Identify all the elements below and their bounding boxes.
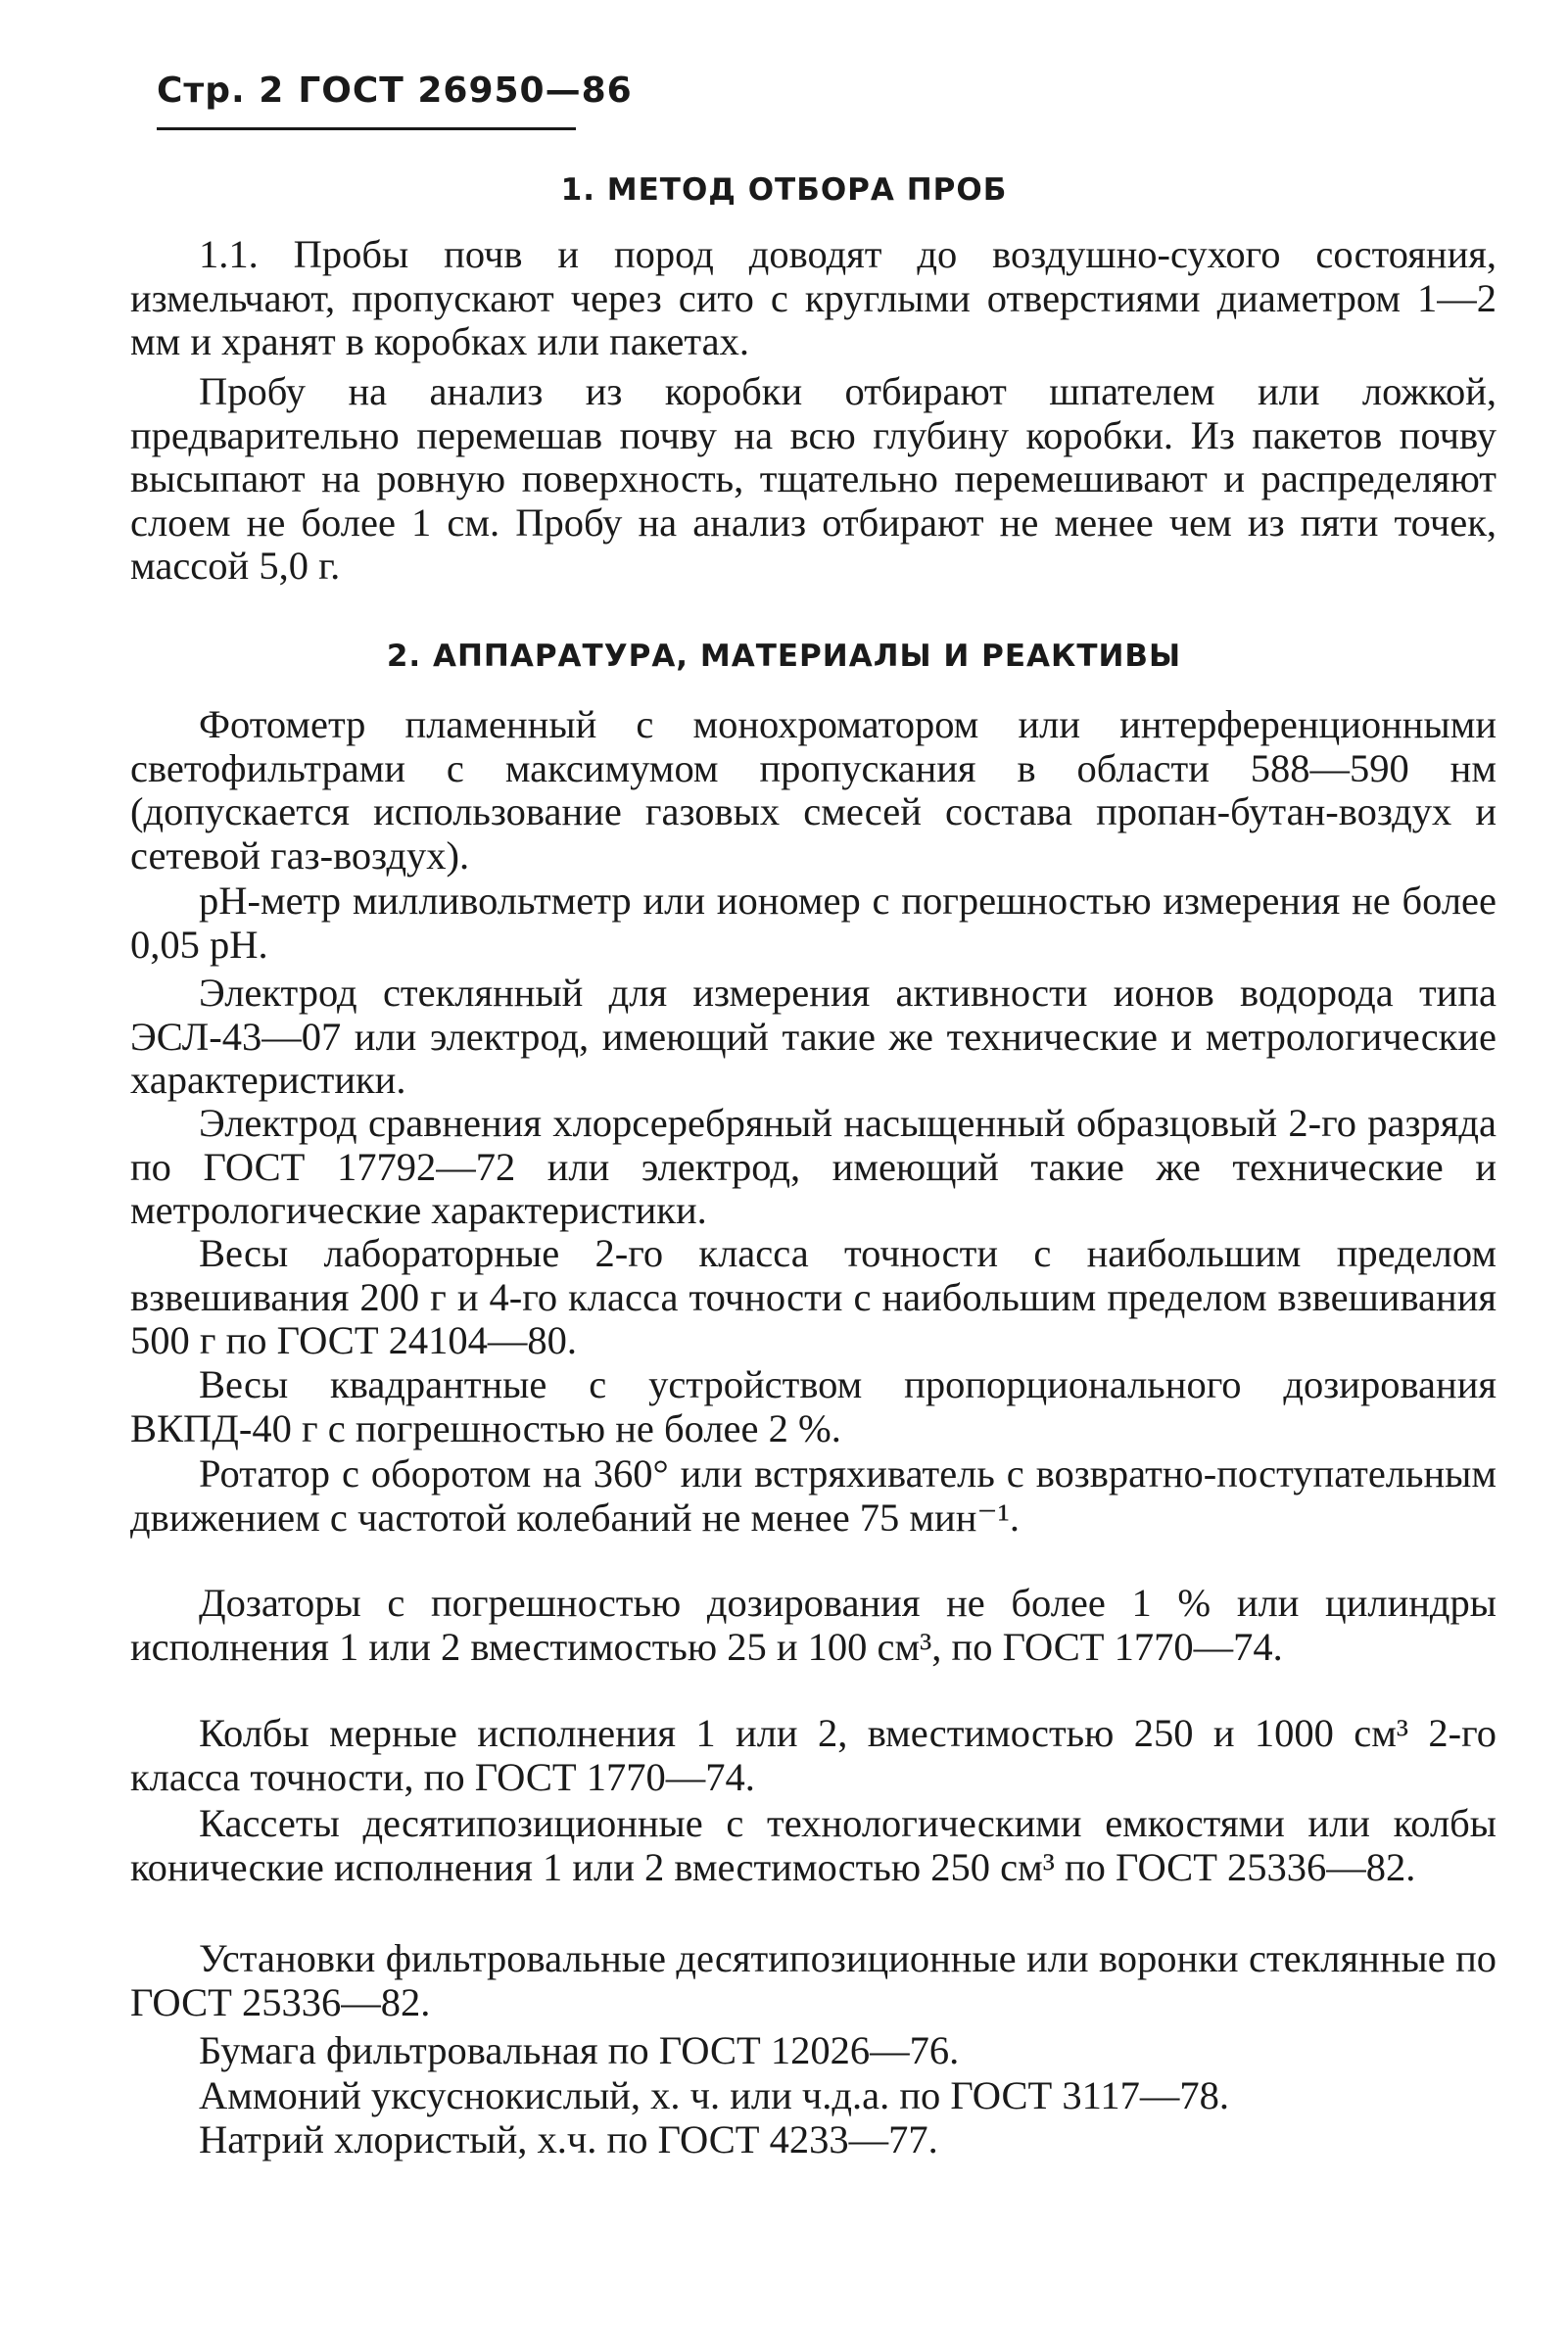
equipment-photometer: Фотометр пламенный с монохроматором или интерференционными светофильтрами с максимумом пропускания в области 588—590 нм (допускается использование газовых смесей состава пропан-бутан-воздух и сетевой газ-воздух). [130,702,1497,878]
section-1-title: 1. МЕТОД ОТБОРА ПРОБ [560,172,1008,208]
paragraph-1-1: 1.1. Пробы почв и пород доводят до воздушно-сухого состояния, измельчают, пропускают через сито с круглыми отверстиями диаметром 1—2 мм и хранят в коробках или пакетах. [130,232,1497,363]
standard-number: ГОСТ 26950—86 [298,71,633,111]
equipment-lab-scales: Весы лабораторные 2-го класса точности с наибольшим пределом взвешивания 200 г и 4-го класса точности с наибольшим пределом взвешивания 500 г по ГОСТ 24104—80. [130,1231,1497,1362]
equipment-ph-meter: рН-метр милливольтметр или иономер с погрешностью измерения не более 0,05 рН. [130,879,1497,967]
equipment-filter-units: Установки фильтровальные десятипозиционные или воронки стеклянные по ГОСТ 25336—82. [130,1936,1497,2024]
equipment-volumetric-flasks: Колбы мерные исполнения 1 или 2, вместимостью 250 и 1000 см³ 2-го класса точности, по ГОСТ 1770—74. [130,1711,1497,1799]
page-number: Стр. 2 [157,71,285,111]
equipment-cassettes: Кассеты десятипозиционные с технологическими емкостями или колбы конические исполнения 1 или 2 вместимостью 250 см³ по ГОСТ 25336—82. [130,1801,1497,1889]
paragraph-1-2: Пробу на анализ из коробки отбирают шпателем или ложкой, предварительно перемешав почву на всю глубину коробки. Из пакетов почву высыпают на ровную поверхность, тщательно перемешивают и распределяют слоем не более 1 см. Пробу на анализ отбирают не менее чем из пяти точек, массой 5,0 г. [130,369,1497,588]
equipment-rotator: Ротатор с оборотом на 360° или встряхиватель с возвратно-поступательным движением с частотой колебаний не менее 75 мин⁻¹. [130,1451,1497,1540]
reagent-ammonium-acetate: Аммоний уксуснокислый, х. ч. или ч.д.а. по ГОСТ 3117—78. [199,2073,1230,2117]
equipment-reference-electrode: Электрод сравнения хлорсеребряный насыщенный образцовый 2-го разряда по ГОСТ 17792—72 или электрод, имеющий такие же технические и метрологические характеристики. [130,1101,1497,1232]
reagent-sodium-chloride: Натрий хлористый, х.ч. по ГОСТ 4233—77. [199,2117,938,2161]
equipment-quadrant-scales: Весы квадрантные с устройством пропорционального дозирования ВКПД-40 г с погрешностью не более 2 %. [130,1362,1497,1450]
page-header [157,71,646,111]
material-filter-paper: Бумага фильтровальная по ГОСТ 12026—76. [199,2028,960,2072]
equipment-glass-electrode: Электрод стеклянный для измерения активности ионов водорода типа ЭСЛ-43—07 или электрод, имеющий такие же технические и метрологические характеристики. [130,971,1497,1102]
header-rule [157,127,576,130]
equipment-dispensers: Дозаторы с погрешностью дозирования не более 1 % или цилиндры исполнения 1 или 2 вместимостью 25 и 100 см³, по ГОСТ 1770—74. [130,1581,1497,1669]
section-2-title: 2. АППАРАТУРА, МАТЕРИАЛЫ И РЕАКТИВЫ [386,639,1182,674]
